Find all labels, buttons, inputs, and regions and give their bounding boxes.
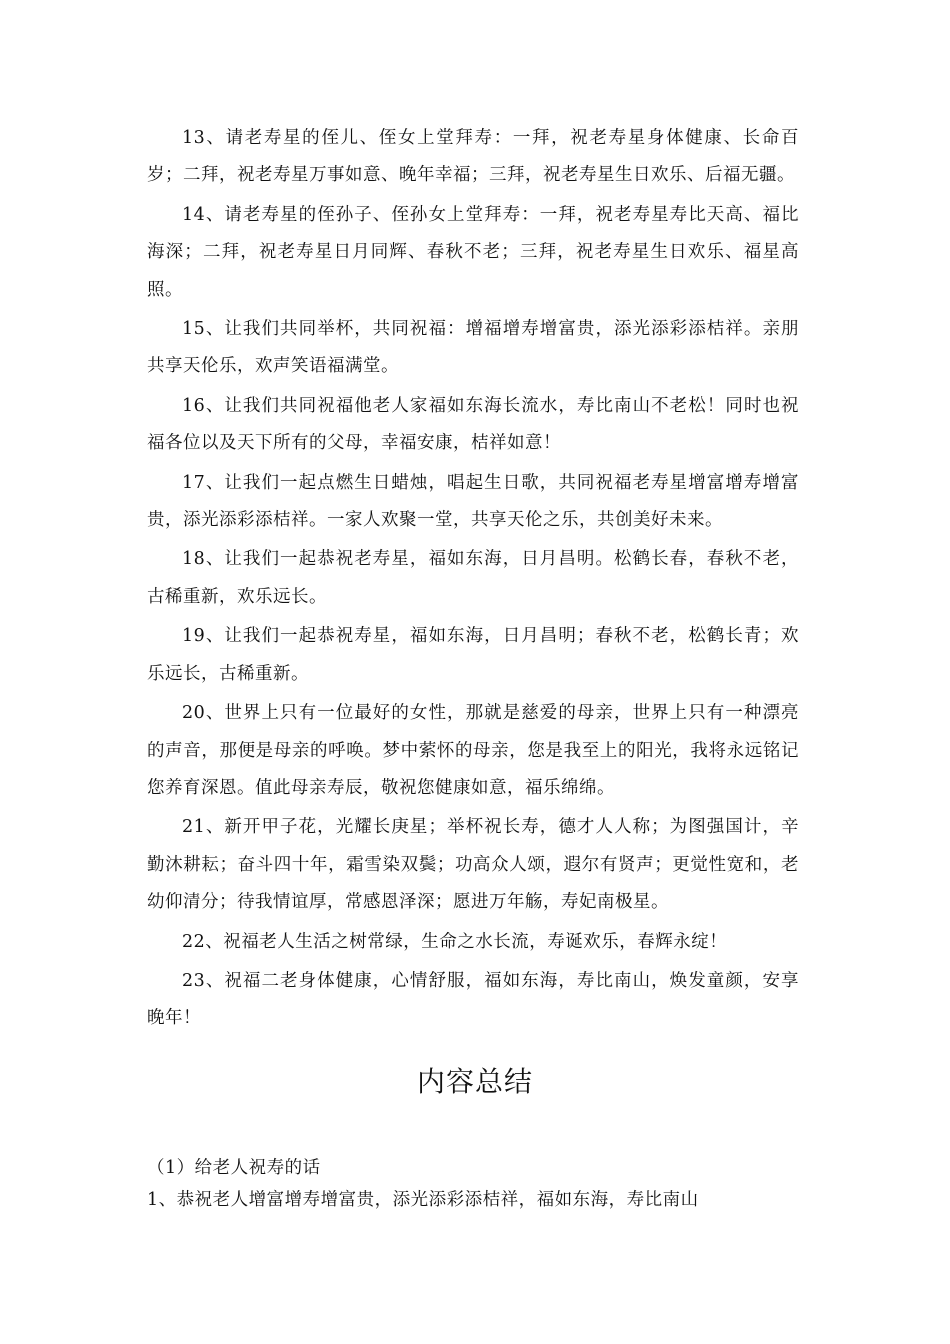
paragraph-23: 23、祝福二老身体健康，心情舒服，福如东海，寿比南山，焕发童颜，安享晚年！ — [147, 970, 799, 1029]
summary-section — [147, 1152, 807, 1216]
paragraph-19: 19、让我们一起恭祝寿星，福如东海，日月昌明；春秋不老，松鹤长青；欢乐远长，古稀重新。 — [147, 626, 799, 684]
document-body — [147, 120, 799, 1040]
paragraph-20: 20、世界上只有一位最好的女性，那就是慈爱的母亲，世界上只有一种漂亮的声音，那便是母亲的呼唤。梦中萦怀的母亲，您是我至上的阳光，我将永远铭记您养育深恩。值此母亲寿辰，敬祝您健康如意，福乐绵绵。 — [147, 703, 799, 798]
paragraph-13: 13、请老寿星的侄儿、侄女上堂拜寿：一拜，祝老寿星身体健康、长命百岁；二拜，祝老寿星万事如意、晚年幸福；三拜，祝老寿星生日欢乐、后福无疆。 — [147, 128, 799, 186]
summary-title: 内容总结 — [416, 1065, 533, 1098]
paragraph-22: 22、祝福老人生活之树常绿，生命之水长流，寿诞欢乐，春辉永绽！ — [182, 931, 728, 952]
paragraph-14: 14、请老寿星的侄孙子、侄孙女上堂拜寿：一拜，祝老寿星寿比天高、福比海深；二拜，祝老寿星日月同辉、春秋不老；三拜，祝老寿星生日欢乐、福星高照。 — [147, 204, 799, 300]
paragraph-15: 15、让我们共同举杯，共同祝福：增福增寿增富贵，添光添彩添桔祥。亲朋共享天伦乐，欢声笑语福满堂。 — [147, 319, 799, 377]
summary-subheading: （1）给老人祝寿的话 — [147, 1158, 321, 1178]
paragraph-16: 16、让我们共同祝福他老人家福如东海长流水，寿比南山不老松！同时也祝福各位以及天下所有的父母，幸福安康，桔祥如意！ — [147, 395, 799, 454]
summary-first-line: 1、恭祝老人增富增寿增富贵，添光添彩添桔祥，福如东海，寿比南山 — [147, 1190, 699, 1210]
paragraph-21: 21、新开甲子花，光耀长庚星；举杯祝长寿，德才人人称；为图强国计，辛勤沐耕耘；奋斗四十年，霜雪染双鬓；功高众人颂，遐尔有贤声；更觉性宽和，老幼仰清分；待我情谊厚，常感恩泽深；愿进万年觞，寿妃南极星。 — [147, 817, 799, 913]
paragraph-18: 18、让我们一起恭祝老寿星，福如东海，日月昌明。松鹤长春，春秋不老，古稀重新，欢乐远长。 — [147, 549, 799, 607]
paragraph-17: 17、让我们一起点燃生日蜡烛，唱起生日歌，共同祝福老寿星增富增寿增富贵，添光添彩添桔祥。一家人欢聚一堂，共享天伦之乐，共创美好未来。 — [147, 472, 799, 531]
